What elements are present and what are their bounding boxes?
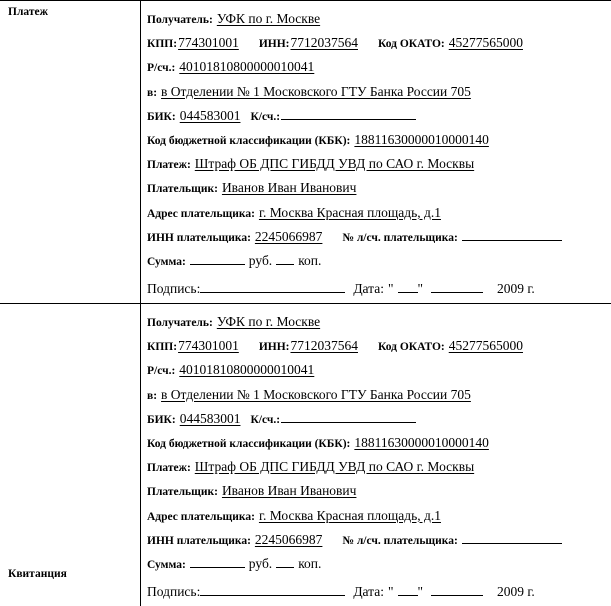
field-row-payer <box>147 176 611 200</box>
sum-rub-blank <box>190 253 245 265</box>
date-close-quote: " <box>417 281 424 297</box>
account-value: 40101810800000010041 <box>179 362 315 378</box>
field-row-sum <box>147 249 611 273</box>
payer-label: Плательщик: <box>147 486 218 499</box>
inn-value: 7712037564 <box>290 338 358 354</box>
receiver-value: УФК по г. Москве <box>216 314 321 329</box>
signature-label: Подпись: <box>147 584 201 600</box>
section-payment-label: Платеж <box>8 6 48 18</box>
field-row-sum <box>147 552 611 576</box>
kpp-value: 774301001 <box>178 338 239 354</box>
payer-account-label: № л/сч. плательщика: <box>342 231 458 244</box>
address-label: Адрес плательщика: <box>147 510 255 523</box>
account-label: Р/сч.: <box>147 365 176 378</box>
corr-account-label: К/сч.: <box>250 110 281 123</box>
date-open-quote: " <box>388 584 394 600</box>
corr-account-label: К/сч.: <box>250 413 281 426</box>
date-open-quote: " <box>388 281 394 297</box>
field-row-payer-inn <box>147 528 611 552</box>
rub-label: руб. <box>248 555 273 571</box>
okato-label: Код ОКАТО: <box>377 341 445 354</box>
field-row-signature <box>147 277 611 301</box>
date-close-quote: " <box>417 584 424 600</box>
payer-inn-label: ИНН плательщика: <box>147 231 251 244</box>
sum-label: Сумма: <box>147 255 186 268</box>
address-label: Адрес плательщика: <box>147 207 255 220</box>
signature-label: Подпись: <box>147 281 201 297</box>
address-value: г. Москва Красная площадь, д.1 <box>258 507 441 523</box>
field-row-payer-inn <box>147 225 611 249</box>
date-day-blank <box>398 584 418 596</box>
field-row-bank <box>147 80 611 104</box>
field-row-receiver <box>147 310 611 334</box>
receiver-label: Получатель: <box>147 317 213 329</box>
section-receipt <box>0 304 611 606</box>
kop-label: коп. <box>298 252 322 268</box>
field-row-kpp-inn-okato <box>147 31 611 55</box>
section-receipt-fields <box>141 304 611 606</box>
year-label: 2009 г. <box>497 584 535 600</box>
bank-value: в Отделении № 1 Московского ГТУ Банка России 705 <box>161 83 471 99</box>
corr-account-blank <box>281 108 416 120</box>
receiver-value: УФК по г. Москве <box>216 11 321 26</box>
field-row-bik <box>147 104 611 128</box>
section-payment <box>0 1 611 304</box>
payment-purpose-label: Платеж: <box>147 462 191 475</box>
field-row-account <box>147 358 611 382</box>
year-label: 2009 г. <box>497 281 535 297</box>
date-day-blank <box>398 281 418 293</box>
payer-account-label: № л/сч. плательщика: <box>342 534 458 547</box>
bik-value: 044583001 <box>179 410 241 426</box>
field-row-payment-purpose <box>147 455 611 479</box>
corr-account-blank <box>281 411 416 423</box>
section-receipt-label: Квитанция <box>8 568 67 580</box>
inn-label: ИНН: <box>258 38 290 51</box>
kbk-value: 18811630000010000140 <box>354 434 489 450</box>
field-row-account <box>147 55 611 79</box>
payer-label: Плательщик: <box>147 183 218 196</box>
field-row-bank <box>147 383 611 407</box>
payer-inn-label: ИНН плательщика: <box>147 534 251 547</box>
inn-label: ИНН: <box>258 341 290 354</box>
signature-blank <box>200 281 345 293</box>
date-month-blank <box>431 281 483 293</box>
signature-blank <box>200 584 345 596</box>
account-label: Р/сч.: <box>147 62 176 75</box>
okato-value: 45277565000 <box>448 338 523 354</box>
payment-purpose-label: Платеж: <box>147 159 191 172</box>
sum-kop-blank <box>276 253 294 265</box>
field-row-kbk <box>147 128 611 152</box>
payer-inn-value: 2245066987 <box>254 531 323 547</box>
field-row-kbk <box>147 431 611 455</box>
date-label: Дата: <box>353 281 384 297</box>
payment-purpose-value: Штраф ОБ ДПС ГИБДД УВД по САО г. Москвы <box>194 459 475 475</box>
payment-purpose-value: Штраф ОБ ДПС ГИБДД УВД по САО г. Москвы <box>194 156 475 172</box>
account-value: 40101810800000010041 <box>179 59 315 75</box>
kbk-value: 18811630000010000140 <box>354 131 489 147</box>
address-value: г. Москва Красная площадь, д.1 <box>258 204 441 220</box>
payer-value: Иванов Иван Иванович <box>221 483 357 499</box>
date-month-blank <box>431 584 483 596</box>
section-payment-fields <box>141 1 611 303</box>
field-row-payer <box>147 479 611 503</box>
bank-label: в: <box>147 86 158 99</box>
bik-label: БИК: <box>147 413 176 426</box>
kbk-label: Код бюджетной классификации (КБК): <box>147 134 351 147</box>
bank-label: в: <box>147 389 158 402</box>
bik-label: БИК: <box>147 110 176 123</box>
payer-value: Иванов Иван Иванович <box>221 180 357 196</box>
payer-account-blank <box>462 532 562 544</box>
field-row-address <box>147 201 611 225</box>
field-row-bik <box>147 407 611 431</box>
date-label: Дата: <box>353 584 384 600</box>
inn-value: 7712037564 <box>290 35 358 51</box>
bik-value: 044583001 <box>179 107 241 123</box>
kop-label: коп. <box>298 555 322 571</box>
payer-inn-value: 2245066987 <box>254 228 323 244</box>
rub-label: руб. <box>248 252 273 268</box>
field-row-signature <box>147 580 611 604</box>
section-receipt-side <box>0 304 141 606</box>
bank-value: в Отделении № 1 Московского ГТУ Банка России 705 <box>161 386 471 402</box>
field-row-address <box>147 504 611 528</box>
okato-value: 45277565000 <box>448 35 523 51</box>
sum-label: Сумма: <box>147 558 186 571</box>
sum-kop-blank <box>276 556 294 568</box>
sum-rub-blank <box>190 556 245 568</box>
payer-account-blank <box>462 229 562 241</box>
section-payment-side <box>0 1 141 303</box>
kpp-value: 774301001 <box>178 35 239 51</box>
field-row-payment-purpose <box>147 152 611 176</box>
kpp-label: КПП: <box>147 341 178 354</box>
okato-label: Код ОКАТО: <box>377 38 445 51</box>
receiver-label: Получатель: <box>147 14 213 26</box>
field-row-kpp-inn-okato <box>147 334 611 358</box>
kbk-label: Код бюджетной классификации (КБК): <box>147 437 351 450</box>
kpp-label: КПП: <box>147 38 178 51</box>
field-row-receiver <box>147 7 611 31</box>
